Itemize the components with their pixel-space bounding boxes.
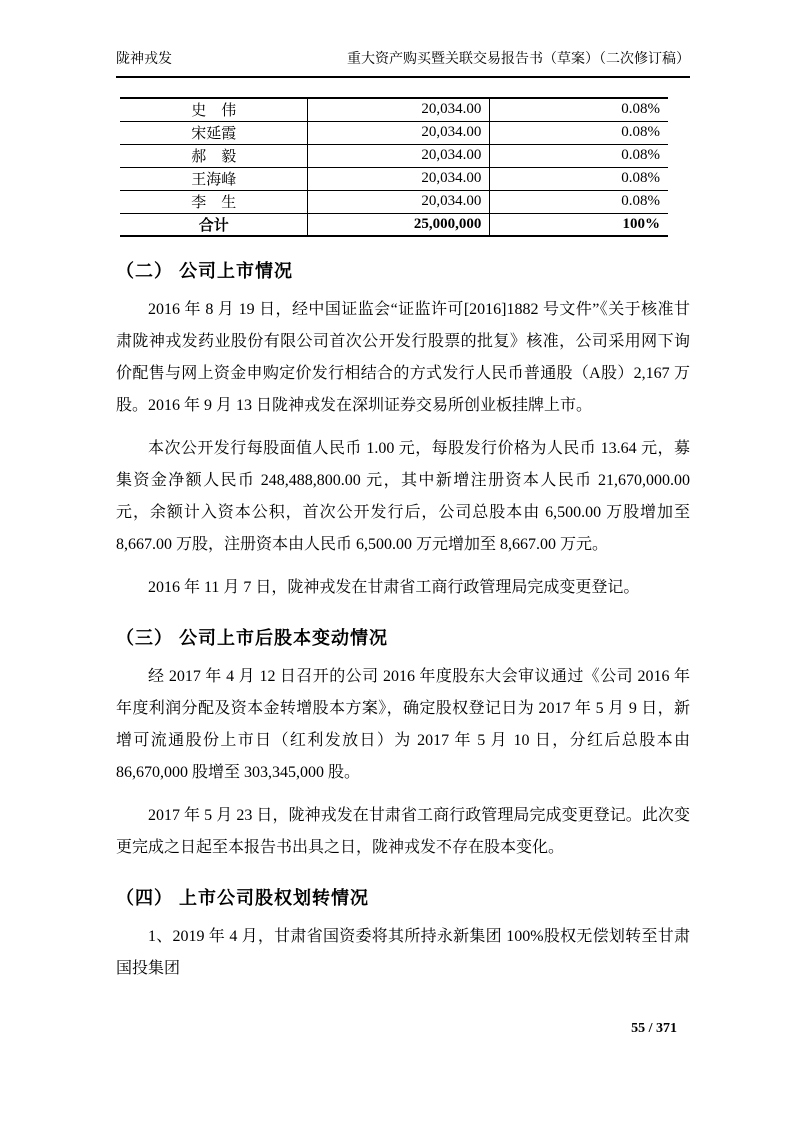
table-row: [120, 167, 668, 190]
paragraph: 本次公开发行每股面值人民币 1.00 元，每股发行价格为人民币 13.64 元，募集资金净额人民币 248,488,800.00 元，其中新增注册资本人民币 21,670,000.00 元，余额计入资本公积，首次公开发行后，公司总股本由 6,500.00 万股增加至 8,667.00 万股，注册资本由人民币 6,500.00 万元增加至 8,667.00 万元。: [116, 440, 690, 553]
section-heading-company-listing: （二） 公司上市情况: [116, 261, 294, 281]
shares-cell: 20,034.00: [308, 144, 490, 167]
ratio-cell: 0.08%: [490, 144, 668, 167]
paragraph: 2016 年 8 月 19 日，经中国证监会“证监许可[2016]1882 号文件”《关于核准甘肃陇神戎发药业股份有限公司首次公开发行股票的批复》核准，公司采用网下询价配售与网上资金申购定价发行相结合的方式发行人民币普通股（A股）2,167 万股。2016 年 9 月 13 日陇神戎发在深圳证券交易所创业板挂牌上市。: [116, 301, 690, 414]
table-row: [120, 144, 668, 167]
paragraph: 1、2019 年 4 月，甘肃省国资委将其所持永新集团 100%股权无偿划转至甘肃国投集团: [116, 928, 690, 977]
document-header: [116, 50, 690, 78]
page-number: 55 / 371: [631, 1021, 677, 1036]
table-row: [120, 190, 668, 213]
table-row: [120, 121, 668, 144]
total-label-cell: 合计: [120, 213, 308, 236]
shareholder-name-cell: 郝 毅: [120, 144, 308, 167]
shareholder-name-cell: 宋延霞: [120, 121, 308, 144]
ratio-cell: 0.08%: [490, 98, 668, 121]
total-ratio-cell: 100%: [490, 213, 668, 236]
shares-cell: 20,034.00: [308, 121, 490, 144]
section-heading-share-capital-changes: （三） 公司上市后股本变动情况: [116, 628, 388, 648]
section-heading-equity-transfer: （四） 上市公司股权划转情况: [116, 888, 369, 908]
ratio-cell: 0.08%: [490, 167, 668, 190]
shareholder-name-cell: 李 生: [120, 190, 308, 213]
paragraph: 经 2017 年 4 月 12 日召开的公司 2016 年度股东大会审议通过《公司 2016 年年度利润分配及资本金转增股本方案》，确定股权登记日为 2017 年 5 月 9 日，新增可流通股份上市日（红利发放日）为 2017 年 5 月 10 日，分红后总股本由 86,670,000 股增至 303,345,000 股。: [116, 668, 690, 781]
paragraph: 2017 年 5 月 23 日，陇神戎发在甘肃省工商行政管理局完成变更登记。此次变更完成之日起至本报告书出具之日，陇神戎发不存在股本变化。: [116, 807, 690, 856]
table-row: [120, 98, 668, 121]
shareholder-name-cell: 史 伟: [120, 98, 308, 121]
company-name: 陇神戎发: [116, 52, 172, 67]
shares-cell: 20,034.00: [308, 98, 490, 121]
ratio-cell: 0.08%: [490, 190, 668, 213]
ratio-cell: 0.08%: [490, 121, 668, 144]
total-shares-cell: 25,000,000: [308, 213, 490, 236]
shares-cell: 20,034.00: [308, 167, 490, 190]
report-title: 重大资产购买暨关联交易报告书（草案）（二次修订稿）: [347, 52, 690, 67]
table-total-row: [120, 213, 668, 236]
shares-cell: 20,034.00: [308, 190, 490, 213]
shareholder-name-cell: 王海峰: [120, 167, 308, 190]
paragraph: 2016 年 11 月 7 日，陇神戎发在甘肃省工商行政管理局完成变更登记。: [148, 579, 640, 596]
shareholder-table: [120, 97, 668, 237]
